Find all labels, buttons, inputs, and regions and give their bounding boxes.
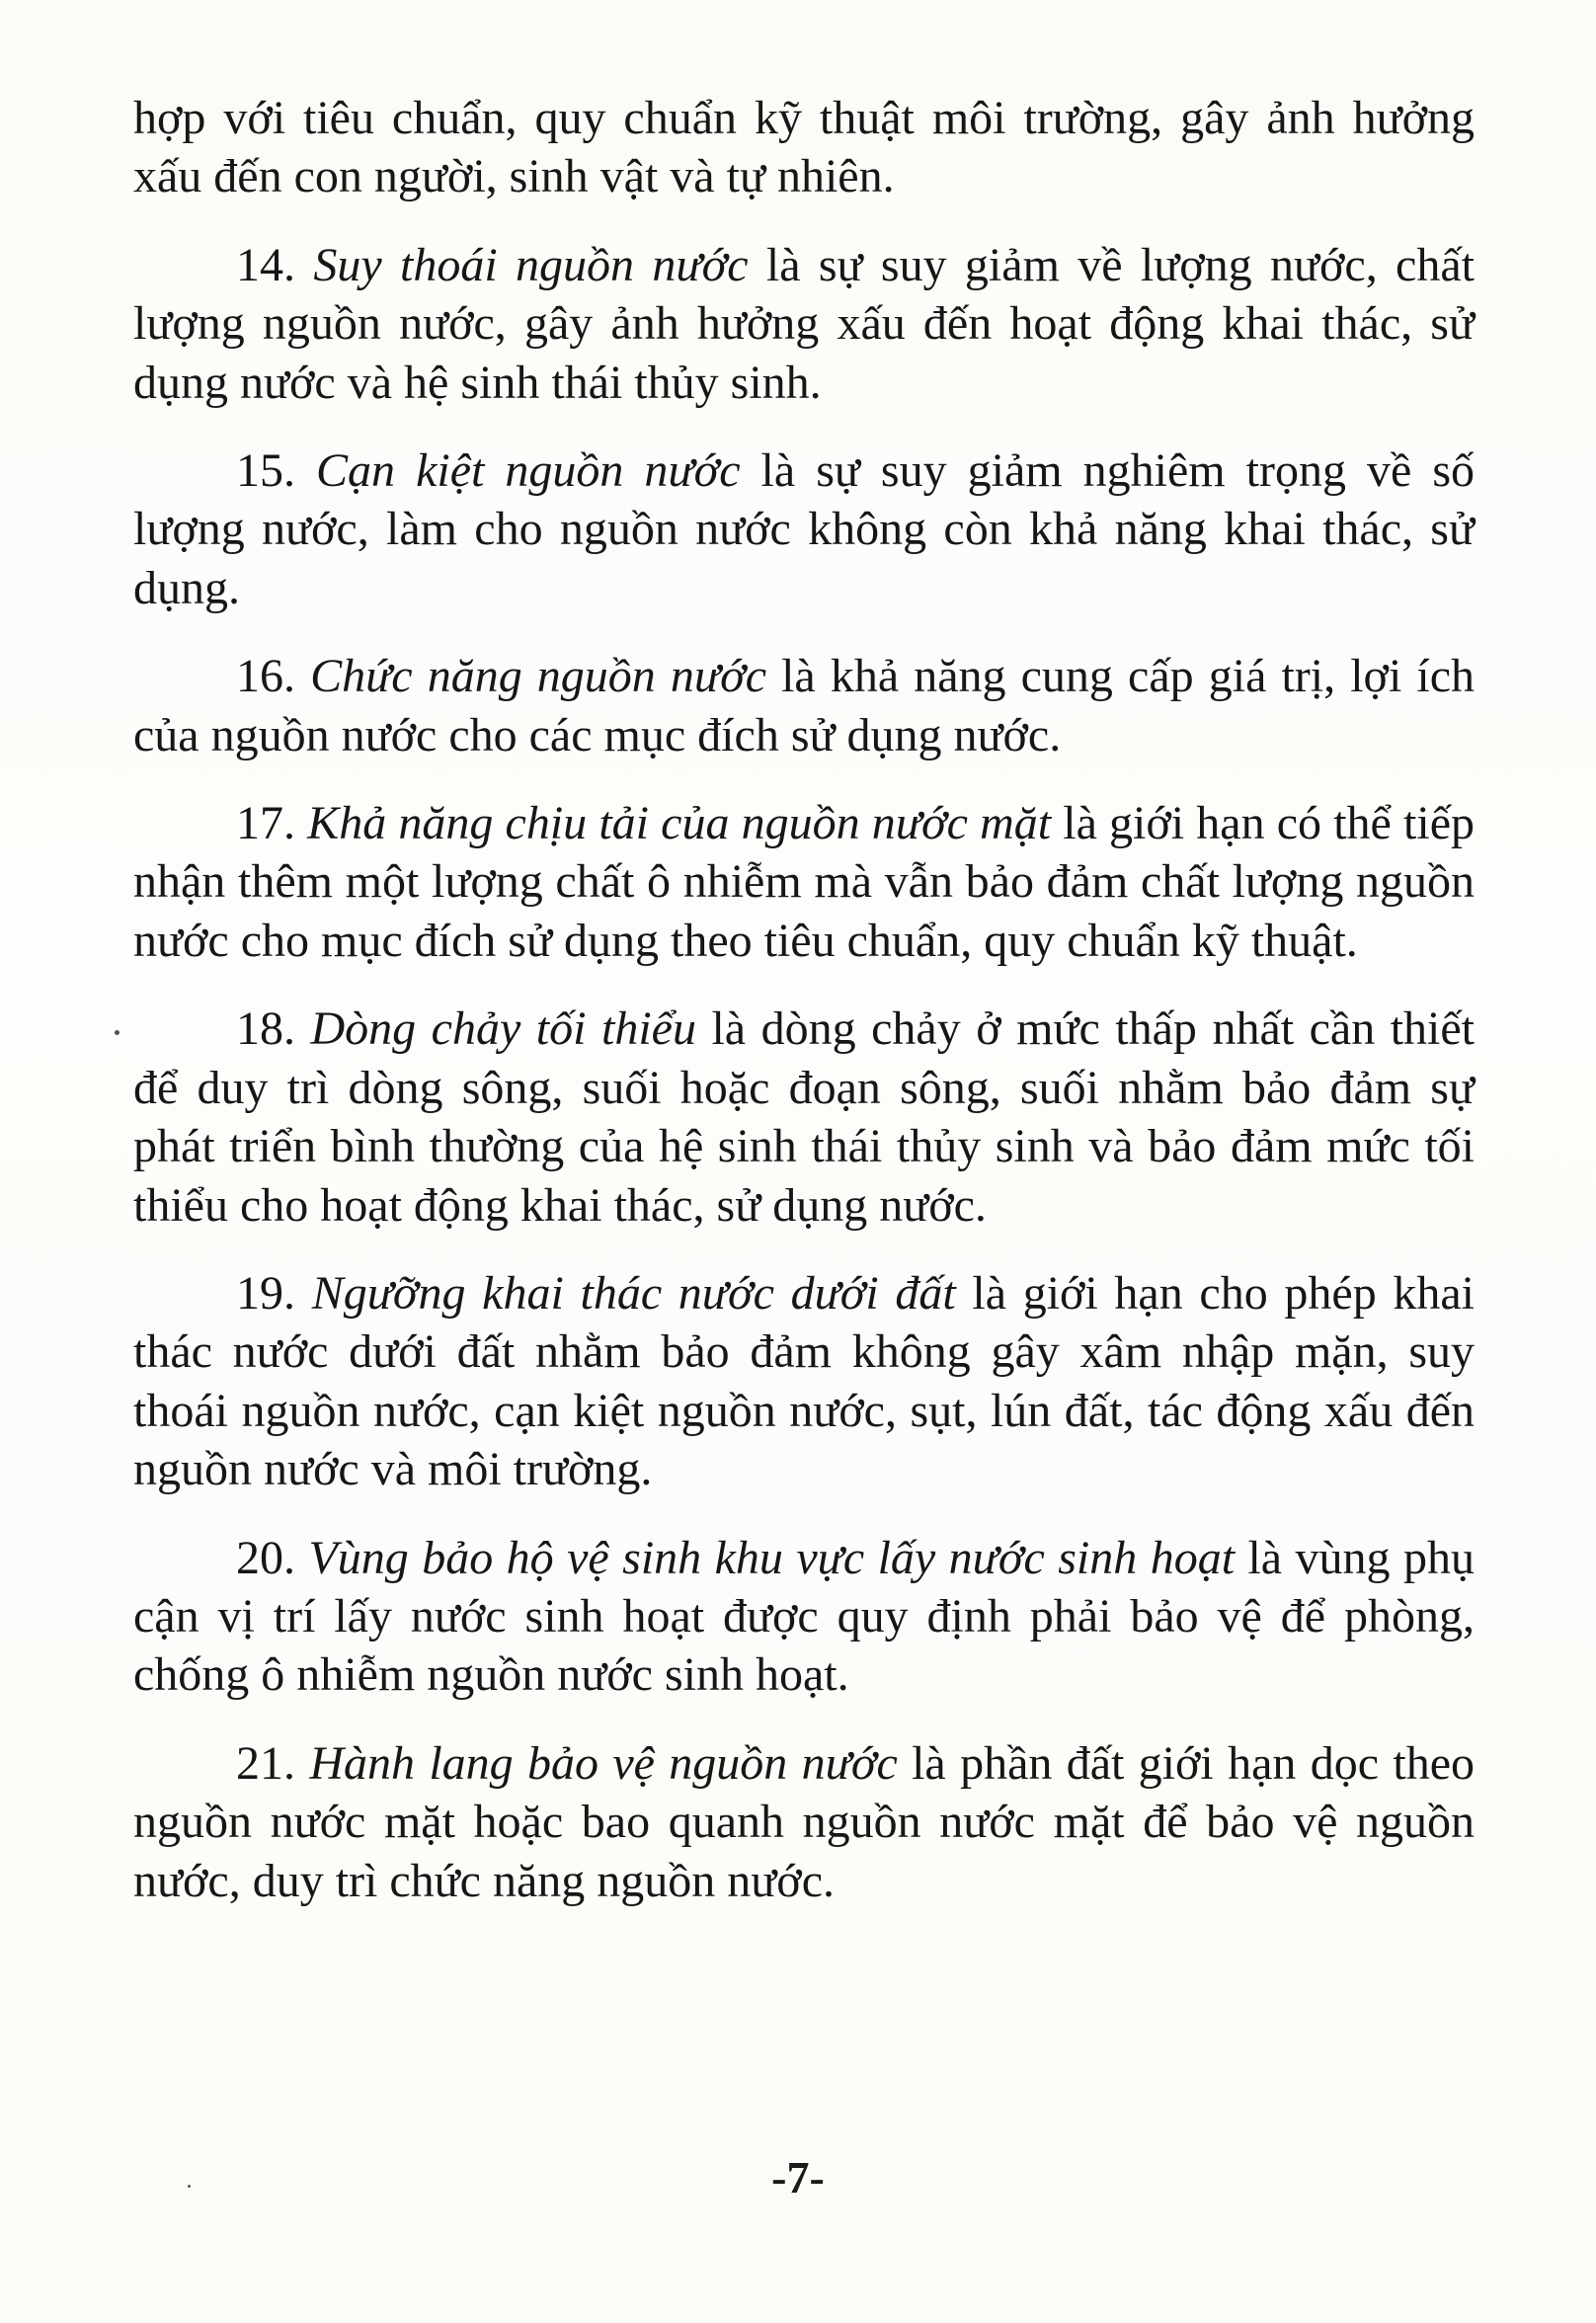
- definition-term: Suy thoái nguồn nước: [313, 238, 749, 291]
- definition-text: là phần đất giới hạn dọc theo nguồn nước mặt hoặc bao quanh nguồn nước mặt để bảo vệ nguồn nước, duy trì chức năng nguồn nước.: [133, 1736, 1476, 1907]
- definition-text: là dòng chảy ở mức thấp nhất cần thiết để duy trì dòng sông, suối hoặc đoạn sông, suối nhằm bảo đảm sự phát triển bình thường của hệ sinh thái thủy sinh và bảo đảm mức tối thiểu cho hoạt động khai thác, sử dụng nước.: [133, 1002, 1476, 1232]
- print-speck: [115, 1030, 120, 1035]
- definition-20: [133, 1529, 1475, 1705]
- body-text: [133, 89, 1475, 1940]
- definition-text: là vùng phụ cận vị trí lấy nước sinh hoạt được quy định phải bảo vệ để phòng, chống ô nhiễm nguồn nước sinh hoạt.: [133, 1531, 1476, 1702]
- definition-term: Vùng bảo hộ vệ sinh khu vực lấy nước sinh hoạt: [308, 1531, 1236, 1584]
- page-number: -7-: [771, 2152, 825, 2203]
- definition-text: là sự suy giảm về lượng nước, chất lượng nguồn nước, gây ảnh hưởng xấu đến hoạt động khai thác, sử dụng nước và hệ sinh thái thủy sinh.: [133, 238, 1476, 409]
- definition-text: là giới hạn cho phép khai thác nước dưới đất nhằm bảo đảm không gây xâm nhập mặn, suy thoái nguồn nước, cạn kiệt nguồn nước, sụt, lún đất, tác động xấu đến nguồn nước và môi trường.: [133, 1266, 1476, 1496]
- definition-number: 16.: [236, 650, 295, 703]
- definition-number: 20.: [236, 1531, 295, 1584]
- definition-14: [133, 236, 1475, 412]
- definition-term: Ngưỡng khai thác nước dưới đất: [311, 1266, 956, 1320]
- definition-term: Chức năng nguồn nước: [310, 650, 766, 703]
- definition-text: là sự suy giảm nghiêm trọng về số lượng nước, làm cho nguồn nước không còn khả năng khai thác, sử dụng.: [133, 444, 1475, 614]
- definition-number: 14.: [236, 238, 295, 291]
- intro-paragraph: hợp với tiêu chuẩn, quy chuẩn kỹ thuật môi trường, gây ảnh hưởng xấu đến con người, sinh vật và tự nhiên.: [133, 92, 1475, 203]
- definition-21: [133, 1734, 1475, 1910]
- definition-18: [133, 1000, 1475, 1235]
- definition-number: 19.: [236, 1266, 295, 1320]
- definition-text: là khả năng cung cấp giá trị, lợi ích của nguồn nước cho các mục đích sử dụng nước.: [133, 650, 1476, 761]
- definition-term: Khả năng chịu tải của nguồn nước mặt: [307, 797, 1052, 850]
- definition-text: là giới hạn có thể tiếp nhận thêm một lượng chất ô nhiễm mà vẫn bảo đảm chất lượng nguồn nước cho mục đích sử dụng theo tiêu chuẩn, quy chuẩn kỹ thuật.: [133, 797, 1476, 967]
- definition-19: [133, 1264, 1475, 1499]
- definition-16: [133, 647, 1475, 764]
- definition-number: 15.: [236, 444, 295, 498]
- definition-term: Dòng chảy tối thiểu: [310, 1002, 696, 1056]
- definition-term: Cạn kiệt nguồn nước: [316, 444, 741, 498]
- definition-number: 21.: [236, 1736, 295, 1790]
- definition-17: [133, 794, 1475, 970]
- definition-15: [133, 441, 1475, 617]
- definition-number: 17.: [236, 797, 295, 850]
- definition-term: Hành lang bảo vệ nguồn nước: [309, 1736, 898, 1790]
- definition-number: 18.: [236, 1002, 295, 1056]
